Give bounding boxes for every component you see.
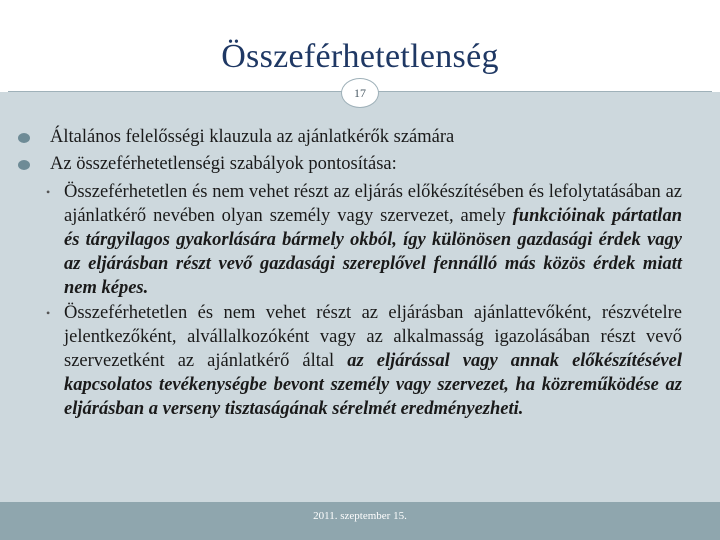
content-area	[0, 92, 720, 502]
sub-bullet-icon: •	[46, 185, 51, 199]
bullet-icon	[18, 133, 30, 143]
bullet-icon	[18, 160, 30, 170]
sub-bullet-emphasis: funkcióinak pártatlan és tárgyilagos gyakorlására bármely okból, így különösen gazdasági érdek vagy az eljárásban részt vevő gazdasági szereplővel fennálló más közös érdek miatt nem képes.	[64, 206, 682, 298]
slide-title: Összeférhetetlenség	[221, 38, 499, 75]
sub-bullet-icon: •	[46, 306, 51, 320]
sub-bullet-text: Összeférhetetlen és nem vehet részt az eljárás előkészítésében és lefolytatásában az ajánlatkérő nevében olyan személy vagy szervezet, amely	[64, 182, 682, 226]
bullet-item	[14, 126, 694, 149]
sub-bullet-text: Összeférhetetlen és nem vehet részt az eljárásban ajánlattevőként, részvételre jelentkezőként, alvállalkozóként vagy az alkalmasság igazolásában részt vevő szervezetként az ajánlatkérő által	[64, 303, 682, 371]
footer-date: 2011. szeptember 15.	[313, 510, 407, 522]
bullet-text: Általános felelősségi klauzula az ajánlatkérők számára	[50, 127, 455, 147]
sub-bullet-emphasis: az eljárással vagy annak előkészítésével kapcsolatos tevékenységbe bevont személy vagy szervezet, ha közreműködése az eljárásban a verseny tisztaságának sérelmét eredményezheti.	[64, 351, 682, 419]
sub-bullet-item	[46, 301, 682, 421]
page-number: 17	[341, 78, 379, 108]
sub-bullet-item	[46, 180, 682, 300]
bullet-list	[14, 126, 694, 422]
bullet-item	[14, 153, 694, 176]
bullet-text: Az összeférhetetlenségi szabályok pontosítása:	[50, 154, 397, 174]
